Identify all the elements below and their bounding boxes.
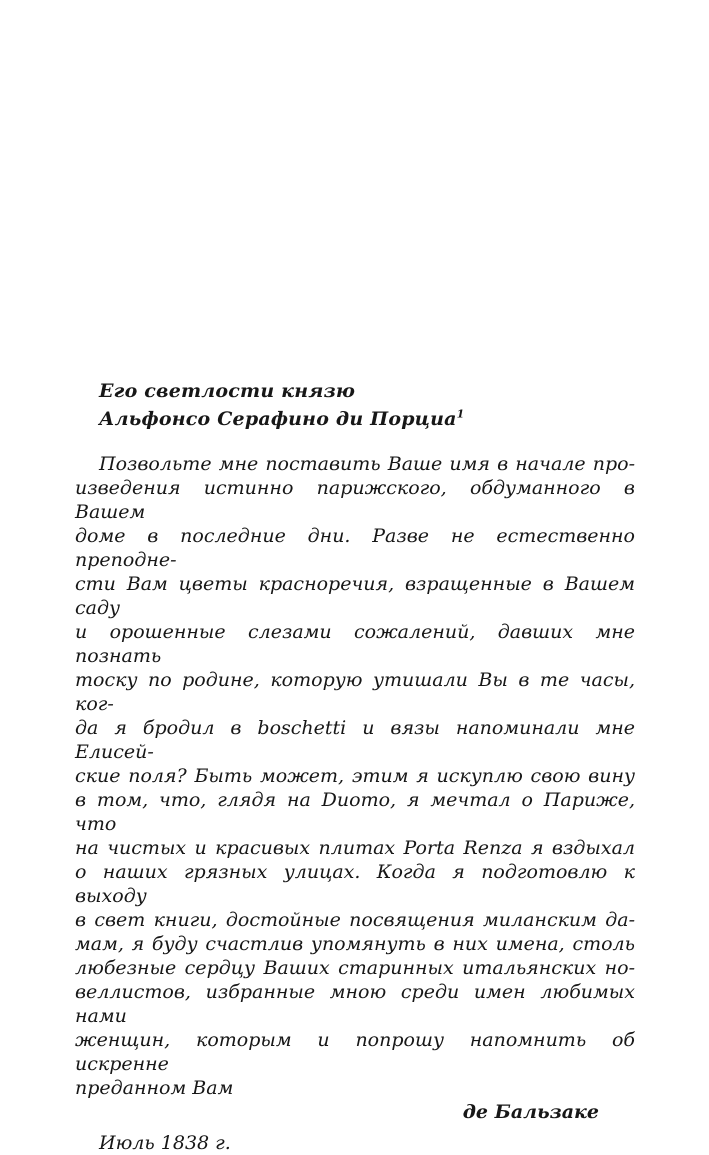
body-line: изведения истинно парижского, обдуманного в Вашем [75,477,635,523]
dedication-header-line-2-text: Альфонсо Серафино ди Порциа [99,408,457,430]
dedication-header [75,377,635,433]
body-line: доме в последние дни. Разве не естественно преподне- [75,525,635,571]
body-line: да я бродил в boschetti и вязы напоминали мне Елисей- [75,717,635,763]
body-line: любезные сердцу Ваших старинных итальянских но- [75,957,635,979]
body-line: Позвольте мне поставить Ваше имя в начале про- [99,453,635,475]
signature: де Бальзаке [462,1101,599,1123]
body-line: в свет книги, достойные посвящения миланским да- [75,909,635,931]
body-line: ские поля? Быть может, этим я искуплю свою вину [75,765,635,787]
dedication-block [75,377,635,1155]
body-line: мам, я буду счастлив упомянуть в них имена, столь [75,933,635,955]
body-line: преданном Вам [75,1077,234,1099]
dedication-body [75,452,635,1100]
body-line: тоску по родине, которую утишали Вы в те часы, ког- [75,669,635,715]
body-line: сти Вам цветы красноречия, взращенные в Вашем саду [75,573,635,619]
date-line: Июль 1838 г. [99,1132,231,1154]
dedication-header-line-2 [99,405,635,433]
body-line: на чистых и красивых плитах Porta Renza я вздыхал [75,837,635,859]
body-line: веллистов, избранные мною среди имен любимых нами [75,981,635,1027]
body-line: в том, что, глядя на Duomo, я мечтал о Париже, что [75,789,635,835]
dedication-header-line-1: Его светлости князю [99,380,356,402]
body-line: и орошенные слезами сожалений, давших мне познать [75,621,635,667]
footnote-marker: 1 [456,407,465,421]
body-line: о наших грязных улицах. Когда я подготовлю к выходу [75,861,635,907]
body-line: женщин, которым и попрошу напомнить об искренне [75,1029,635,1075]
